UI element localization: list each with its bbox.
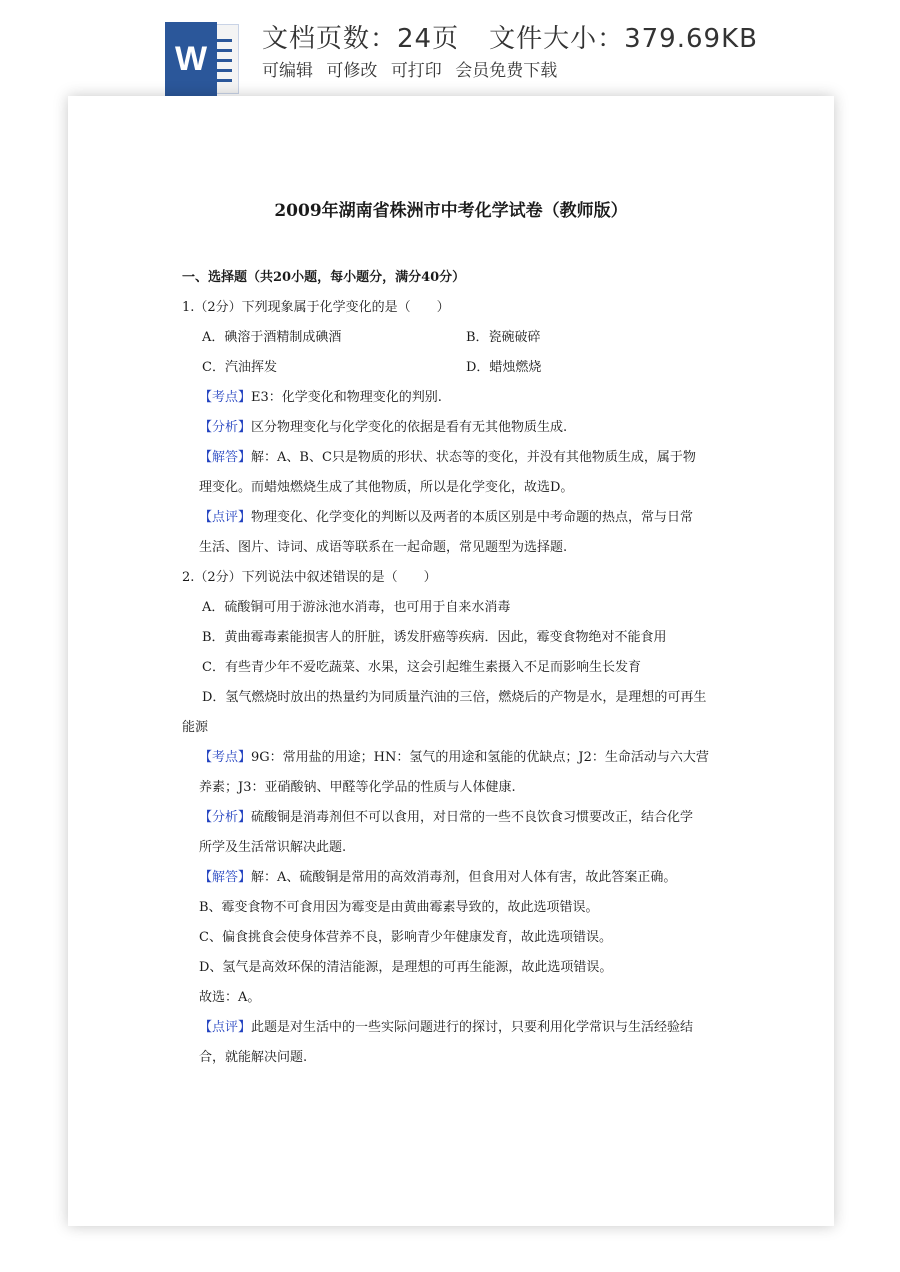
- word-logo-letter: W: [165, 22, 217, 96]
- question-2-stem: 2.（2分）下列说法中叙述错误的是（ ）: [182, 570, 437, 585]
- file-info-title: [262, 18, 758, 55]
- jieda-tag: 【解答】: [199, 870, 252, 885]
- question-2-fenxi: 【分析】硫酸铜是消毒剂但不可以食用，对日常的一些不良饮食习惯要改正，结合化学: [199, 810, 694, 825]
- feature-member-download: 会员免费下载: [455, 61, 558, 81]
- question-1-jieda: 【解答】解：A、B、C只是物质的形状、状态等的变化，并没有其他物质生成，属于物: [199, 450, 696, 465]
- feature-list: [262, 56, 565, 81]
- feature-modifiable: 可修改: [326, 61, 378, 81]
- kaodian-tag: 【考点】: [199, 390, 252, 405]
- section-heading: 一、选择题（共20小题，每小题分，满分40分）: [182, 270, 466, 285]
- document-title: 2009年湖南省株洲市中考化学试卷（教师版）: [274, 201, 628, 221]
- question-1-option-c: C．汽油挥发: [202, 360, 277, 375]
- question-2-option-d: D．氢气燃烧时放出的热量约为同质量汽油的三倍，燃烧后的产物是水，是理想的可再生: [202, 690, 707, 705]
- question-1-option-b: B．瓷碗破碎: [466, 330, 541, 345]
- question-1-kaodian: 【考点】E3：化学变化和物理变化的判别.: [199, 390, 442, 405]
- question-1-option-a: A．碘溶于酒精制成碘酒: [202, 330, 342, 345]
- page-count: 文档页数：24页: [262, 24, 460, 54]
- question-2-option-b: B．黄曲霉毒素能损害人的肝脏，诱发肝癌等疾病．因此，霉变食物绝对不能食用: [202, 630, 667, 645]
- question-1-dianping: 【点评】物理变化、化学变化的判断以及两者的本质区别是中考命题的热点，常与日常: [199, 510, 694, 525]
- kaodian-tag: 【考点】: [199, 750, 252, 765]
- question-1-dianping-cont: 生活、图片、诗词、成语等联系在一起命题，常见题型为选择题.: [199, 540, 568, 555]
- question-2-option-c: C．有些青少年不爱吃蔬菜、水果，这会引起维生素摄入不足而影响生长发育: [202, 660, 641, 675]
- question-2-jieda: 【解答】解：A、硫酸铜是常用的高效消毒剂，但食用对人体有害，故此答案正确。: [199, 870, 677, 885]
- question-1-fenxi: 【分析】区分物理变化与化学变化的依据是看有无其他物质生成.: [199, 420, 568, 435]
- feature-editable: 可编辑: [262, 61, 313, 81]
- question-2-dianping: 【点评】此题是对生活中的一些实际问题进行的探讨，只要利用化学常识与生活经验结: [199, 1020, 694, 1035]
- question-2-dianping-cont: 合，就能解决问题.: [199, 1050, 308, 1065]
- question-2-answer: 故选：A。: [199, 990, 261, 1005]
- jieda-tag: 【解答】: [199, 450, 252, 465]
- question-1-jieda-cont: 理变化。而蜡烛燃烧生成了其他物质，所以是化学变化，故选D。: [199, 480, 574, 495]
- feature-printable: 可打印: [390, 61, 442, 81]
- question-2-option-d-cont: 能源: [182, 720, 209, 735]
- question-2-kaodian-cont: 养素；J3：亚硝酸钠、甲醛等化学品的性质与人体健康.: [199, 780, 516, 795]
- word-file-icon: [165, 22, 243, 96]
- question-1-stem: 1.（2分）下列现象属于化学变化的是（ ）: [182, 300, 450, 315]
- question-2-jieda-b: B、霉变食物不可食用因为霉变是由黄曲霉素导致的，故此选项错误。: [199, 900, 599, 915]
- fenxi-tag: 【分析】: [199, 810, 252, 825]
- fenxi-tag: 【分析】: [199, 420, 252, 435]
- dianping-tag: 【点评】: [199, 510, 252, 525]
- question-2-fenxi-cont: 所学及生活常识解决此题.: [199, 840, 347, 855]
- file-size: 文件大小：379.69KB: [489, 24, 758, 54]
- question-2-option-a: A．硫酸铜可用于游泳池水消毒，也可用于自来水消毒: [202, 600, 511, 615]
- question-2-jieda-c: C、偏食挑食会使身体营养不良，影响青少年健康发育，故此选项错误。: [199, 930, 612, 945]
- document-page: [68, 96, 834, 1226]
- dianping-tag: 【点评】: [199, 1020, 252, 1035]
- question-1-option-d: D．蜡烛燃烧: [466, 360, 542, 375]
- question-2-jieda-d: D、氢气是高效环保的清洁能源，是理想的可再生能源，故此选项错误。: [199, 960, 613, 975]
- question-2-kaodian: 【考点】9G：常用盐的用途；HN：氢气的用途和氢能的优缺点；J2：生命活动与六大营: [199, 750, 709, 765]
